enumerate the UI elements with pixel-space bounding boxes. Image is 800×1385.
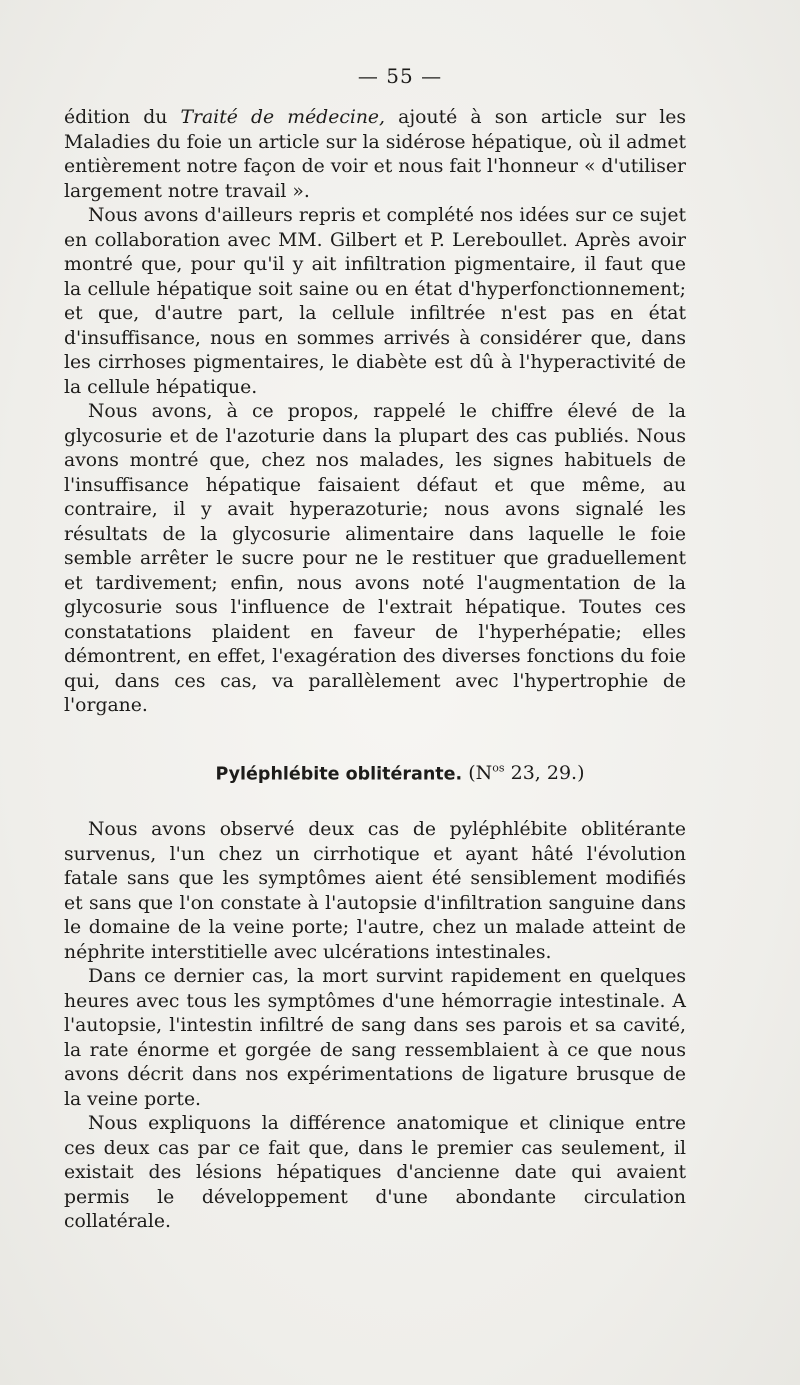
paragraph: édition du Traité de médecine, ajouté à son article sur les Maladies du foie un article sur la sidérose hépatique, où il admet entièrement notre façon de voir et nous fait l'honneur « d'utiliser largement notre travail ». [64, 107, 686, 202]
page-number: — 55 — [357, 64, 443, 88]
section-hepatic-siderosis [64, 106, 686, 719]
paragraph: Dans ce dernier cas, la mort survint rapidement en quelques heures avec tous les symptômes d'une hémorragie intestinale. A l'autopsie, l'intestin infiltré de sang dans ses parois et sa cavité, la rate énorme et gorgée de sang ressemblaient à ce que nous avons décrit dans nos expérimentations de ligature brusque de la veine porte. [64, 966, 686, 1110]
section-pylephlebitis [64, 818, 686, 1235]
paragraph: Nous avons, à ce propos, rappelé le chiffre élevé de la glycosurie et de l'azoturie dans la plupart des cas publiés. Nous avons montré que, chez nos malades, les signes habituels de l'insuffisance hépatique faisaient défaut et que même, au contraire, il y avait hyperazoturie; nous avons signalé les résultats de la glycosurie alimentaire dans laquelle le foie semble arrêter le sucre pour ne le restituer que graduellement et tardivement; enfin, nous avons noté l'augmentation de la glycosurie sous l'influence de l'extrait hépatique. Toutes ces constatations plaident en faveur de l'hyperhépatie; elles démontrent, en effet, l'exagération des diverses fonctions du foie qui, dans ces cas, va parallèlement avec l'hypertrophie de l'organe. [64, 401, 686, 716]
book-title: Traité de médecine, [180, 107, 386, 128]
heading-ref: ($N^{os}$ 23, 29.) [462, 762, 585, 785]
paragraph: Nous avons observé deux cas de pyléphlébite oblitérante survenus, l'un chez un cirrhotique et ayant hâté l'évolution fatale sans que les symptômes aient été sensiblement modifiés et sans que l'on constate à l'autopsie d'infiltration sanguine dans le domaine de la veine porte; l'autre, chez un malade atteint de néphrite interstitielle avec ulcérations intestinales. [64, 819, 686, 963]
paragraph: Nous avons d'ailleurs repris et complété nos idées sur ce sujet en collaboration avec MM. Gilbert et P. Lereboullet. Après avoir montré que, pour qu'il y ait infiltration pigmentaire, il faut que la cellule hépatique soit saine ou en état d'hyperfonctionnement; et que, d'autre part, la cellule infiltrée n'est pas en état d'insuffisance, nous en sommes arrivés à considérer que, dans les cirrhoses pigmentaires, le diabète est dû à l'hyperactivité de la cellule hépatique. [64, 205, 686, 398]
heading-title: Pyléphlébite oblitérante. [215, 764, 463, 785]
section-heading [0, 762, 800, 784]
paragraph: Nous expliquons la différence anatomique et clinique entre ces deux cas par ce fait que, dans le premier cas seulement, il existait des lésions hépatiques d'ancienne date qui avaient permis le développement d'une abondante circulation collatérale. [64, 1113, 686, 1232]
